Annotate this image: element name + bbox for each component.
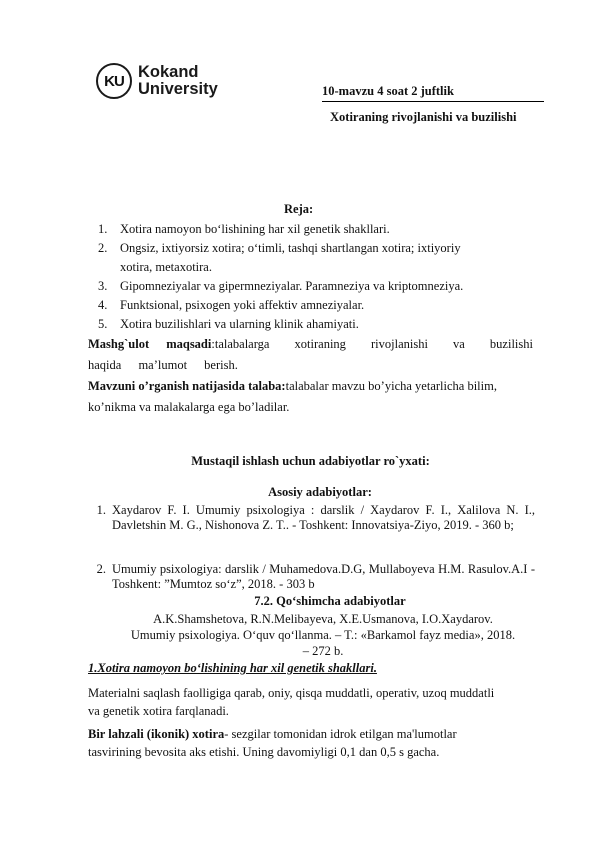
logo-line2: University xyxy=(138,80,218,98)
reference-item: 1. Xaydarov F. I. Umumiy psixologiya : darslik / Xaydarov F. I., Xalilova N. I., Davletshin M. G., Nishonova Z. T.. - Toshkent: Innovatsiya-Ziyo, 2019. - 360 b; xyxy=(96,503,535,532)
paragraph-line: Materialni saqlash faolligiga qarab, oniy, qisqa muddatli, operativ, uzoq muddatli xyxy=(88,686,495,700)
plan-list xyxy=(98,220,528,334)
list-item: 5. Xotira buzilishlari va ularning klinik ahamiyati. xyxy=(98,317,359,331)
logo-mark-text: KU xyxy=(104,72,124,90)
paragraph-line: Bir lahzali (ikonik) xotira- sezgilar tomonidan idrok etilgan ma'lumotlar xyxy=(88,727,457,741)
list-item: 3. Gipomneziyalar va gipermneziyalar. Paramneziya va kriptomneziya. xyxy=(98,279,464,293)
section-heading: 1.Xotira namoyon bo‘lishining har xil genetik shakllari. xyxy=(88,661,377,675)
extra-reference-line: A.K.Shamshetova, R.N.Melibayeva, X.E.Usmanova, I.O.Xaydarov. xyxy=(153,612,493,626)
extra-references-title: 7.2. Qo‘shimcha adabiyotlar xyxy=(254,594,406,608)
result-text: talabalar mavzu bo’yicha yetarlicha bilim, ko’nikma va malakalarga ega bo’ladilar. xyxy=(88,379,497,414)
list-item: 1. Xotira namoyon bo‘lishining har xil genetik shakllari. xyxy=(98,222,390,236)
goal-text: :talabalarga xotiraning rivojlanishi va buzilishi haqida ma’lumot berish. xyxy=(88,337,533,372)
list-item: 2. Ongsiz, ixtiyorsiz xotira; o‘timli, tashqi shartlangan xotira; ixtiyoriy xyxy=(98,241,461,255)
main-references-title: Asosiy adabiyotlar: xyxy=(268,485,372,499)
lesson-goal xyxy=(88,334,533,376)
extra-reference-line: – 272 b. xyxy=(302,644,344,658)
learning-result xyxy=(88,376,533,418)
university-logo xyxy=(96,63,218,99)
ku-logo-icon xyxy=(96,63,132,99)
logo-wordmark xyxy=(138,64,218,98)
reference-item: 2. Umumiy psixologiya: darslik / Muhamedova.D.G, Mullaboyeva H.M. Rasulov.A.I - Toshkent: ”Mumtoz so‘z”, 2018. - 303 b xyxy=(96,562,535,591)
topic-subtitle: Xotiraning rivojlanishi va buzilishi xyxy=(330,110,517,124)
result-label: Mavzuni o’rganish natijasida talaba: xyxy=(88,379,286,393)
goal-label: Mashg`ulot maqsadi xyxy=(88,337,212,351)
paragraph-line: va genetik xotira farqlanadi. xyxy=(88,704,229,718)
paragraph-line: tasvirining bevosita aks etishi. Uning davomiyligi 0,1 dan 0,5 s gacha. xyxy=(88,745,440,759)
list-item-continuation: xotira, metaxotira. xyxy=(120,260,212,274)
extra-reference-line: Umumiy psixologiya. O‘quv qo‘llanma. – T.: «Barkamol fayz media», 2018. xyxy=(130,628,516,642)
list-item: 4. Funktsional, psixogen yoki affektiv amneziyalar. xyxy=(98,298,365,312)
references-title: Mustaqil ishlash uchun adabiyotlar ro`yxati: xyxy=(191,454,430,468)
plan-title: Reja: xyxy=(284,202,314,216)
topic-header: 10-mavzu 4 soat 2 juftlik xyxy=(322,84,544,102)
logo-line1: Kokand xyxy=(138,63,199,81)
term-label: Bir lahzali (ikonik) xotira xyxy=(88,727,225,741)
